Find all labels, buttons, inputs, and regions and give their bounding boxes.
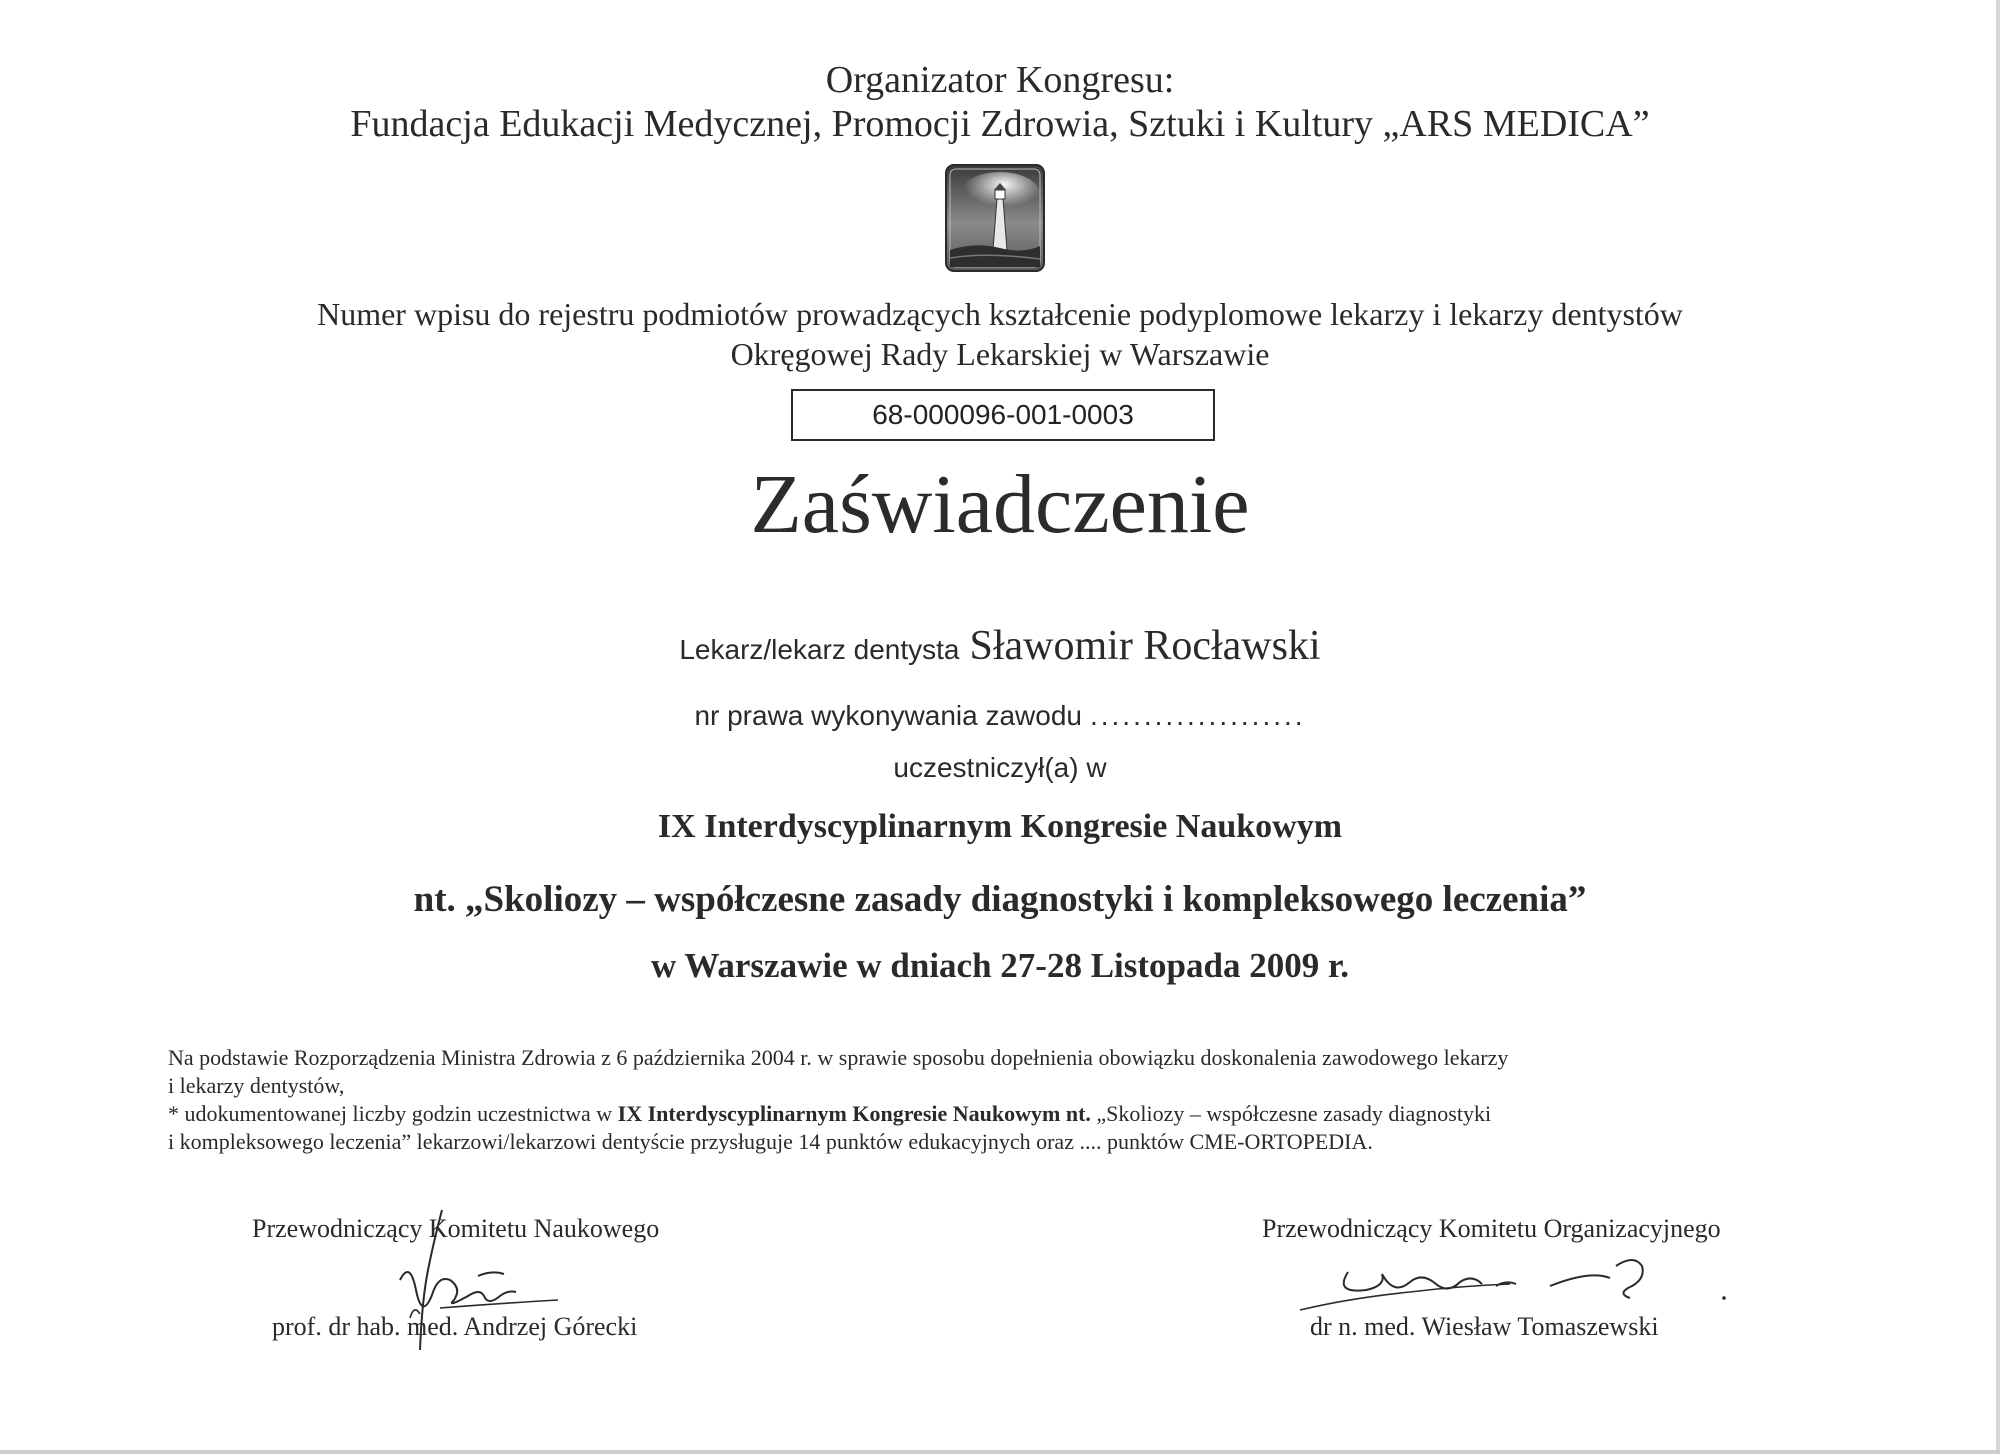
license-number-blank: .................... [1089, 700, 1306, 731]
legal-text: „Skoliozy – współczesne zasady diagnostyki [1090, 1101, 1492, 1126]
scientific-committee-chair-name: prof. dr hab. med. Andrzej Górecki [272, 1312, 638, 1341]
event-date: w Warszawie w dniach 27-28 Listopada 2009 r. [650, 946, 1350, 985]
lighthouse-logo-icon [945, 164, 1045, 272]
recipient-label: Lekarz/lekarz dentysta [679, 634, 960, 665]
register-text-line2: Okręgowej Rady Lekarskiej w Warszawie [730, 336, 1270, 372]
handwritten-signature-left [380, 1200, 580, 1370]
legal-line [168, 1100, 1768, 1128]
legal-line: i lekarzy dentystów, [168, 1073, 345, 1098]
legal-basis-text [168, 1044, 1768, 1156]
scan-edge [0, 1450, 2000, 1454]
register-text-line1: Numer wpisu do rejestru podmiotów prowadzących kształcenie podyplomowe lekarzy i lekarzy dentystów [317, 296, 1683, 332]
register-number-box: 68-000096-001-0003 [791, 389, 1215, 441]
handwritten-signature-right [1290, 1240, 1740, 1320]
legal-text: * udokumentowanej liczby godzin uczestnictwa w [168, 1101, 618, 1126]
organizing-committee-chair-name: dr n. med. Wiesław Tomaszewski [1310, 1312, 1659, 1341]
scientific-committee-chair-title: Przewodniczący Komitetu Naukowego [252, 1214, 660, 1243]
license-label: nr prawa wykonywania zawodu [694, 700, 1082, 731]
legal-line: i kompleksowego leczenia” lekarzowi/lekarzowi dentyście przysługuje 14 punktów edukacyjnych oraz .... punktów CME-ORTOPEDIA. [168, 1129, 1373, 1154]
legal-line: Na podstawie Rozporządzenia Ministra Zdrowia z 6 października 2004 r. w sprawie sposobu dopełnienia obowiązku doskonalenia zawodowego lekarzy [168, 1045, 1509, 1070]
license-number-line [0, 700, 2000, 732]
participated-text: uczestniczył(a) w [893, 752, 1107, 783]
organizer-name: Fundacja Edukacji Medycznej, Promocji Zdrowia, Sztuki i Kultury „ARS MEDICA” [350, 103, 1650, 145]
document-title: Zaświadczenie [750, 458, 1250, 551]
organizer-label: Organizator Kongresu: [825, 59, 1175, 101]
event-topic: nt. „Skoliozy – współczesne zasady diagnostyki i kompleksowego leczenia” [413, 879, 1587, 920]
legal-event-name: IX Interdyscyplinarnym Kongresie Naukowym nt. [617, 1101, 1091, 1126]
recipient-line [0, 622, 2000, 670]
recipient-name: Sławomir Rocławski [969, 623, 1321, 669]
organizing-committee-chair-title: Przewodniczący Komitetu Organizacyjnego [1262, 1214, 1721, 1243]
event-name: IX Interdyscyplinarnym Kongresie Naukowym [657, 808, 1343, 845]
